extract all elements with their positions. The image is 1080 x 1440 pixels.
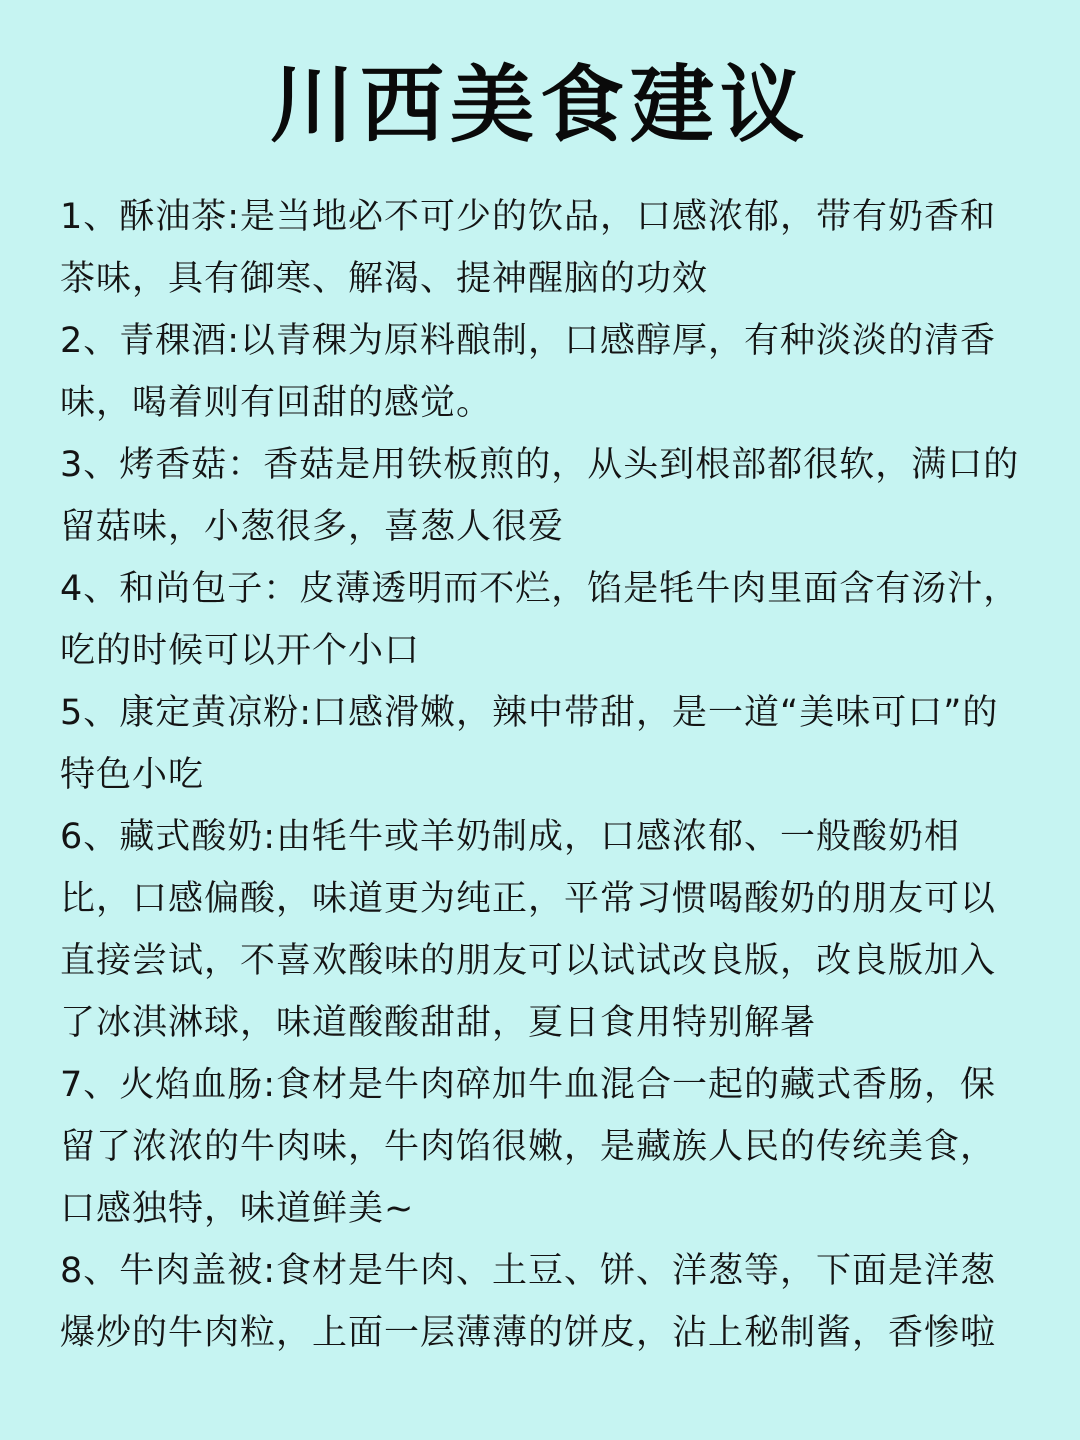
food-item-6: 6、藏式酸奶:由牦牛或羊奶制成，口感浓郁、一般酸奶相比，口感偏酸，味道更为纯正，平常习惯喝酸奶的朋友可以直接尝试，不喜欢酸味的朋友可以试试改良版，改良版加入了冰淇淋球，味道酸酸甜甜，夏日食用特别解暑 bbox=[60, 817, 997, 1043]
food-item-5: 5、康定黄凉粉:口感滑嫩，辣中带甜，是一道“美味可口”的特色小吃 bbox=[60, 693, 999, 795]
food-item-7: 7、火焰血肠:食材是牛肉碎加牛血混合一起的藏式香肠，保留了浓浓的牛肉味，牛肉馅很嫩，是藏族人民的传统美食，口感独特，味道鲜美~ bbox=[60, 1065, 997, 1229]
food-item-3: 3、烤香菇：香菇是用铁板煎的，从头到根部都很软，满口的留菇味，小葱很多，喜葱人很爱 bbox=[60, 445, 1020, 547]
food-list bbox=[60, 186, 1030, 1364]
food-item-2: 2、青稞酒:以青稞为原料酿制，口感醇厚，有种淡淡的清香味，喝着则有回甜的感觉。 bbox=[60, 321, 997, 423]
food-item-8: 8、牛肉盖被:食材是牛肉、土豆、饼、洋葱等，下面是洋葱爆炒的牛肉粒，上面一层薄薄的饼皮，沾上秘制酱，香惨啦 bbox=[60, 1251, 997, 1353]
food-item-4: 4、和尚包子：皮薄透明而不烂，馅是牦牛肉里面含有汤汁，吃的时候可以开个小口 bbox=[60, 569, 1020, 671]
food-item-1: 1、酥油茶:是当地必不可少的饮品，口感浓郁，带有奶香和茶味，具有御寒、解渴、提神醒脑的功效 bbox=[60, 197, 997, 299]
page-title: 川西美食建议 bbox=[269, 56, 810, 154]
